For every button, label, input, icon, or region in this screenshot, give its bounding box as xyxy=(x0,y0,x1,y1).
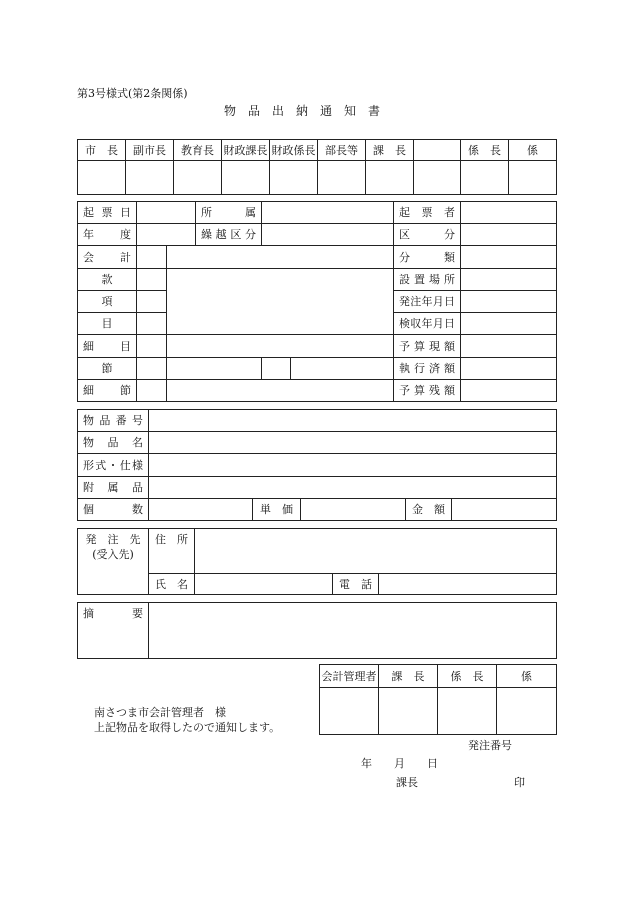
field-kihyobi[interactable] xyxy=(137,202,196,224)
accounting-stamp-cell[interactable] xyxy=(438,688,497,735)
label-item-name: 物品名 xyxy=(78,432,149,454)
field-kurikoshi[interactable] xyxy=(262,224,394,246)
label-kaikei: 会 計 xyxy=(78,246,137,269)
label-kenshu-date: 検収年月日 xyxy=(394,313,461,335)
label-vendor xyxy=(78,529,149,595)
accounting-header-section-chief: 課 長 xyxy=(379,665,438,688)
approval-stamp-cell[interactable] xyxy=(126,161,174,195)
field-setsu-sub[interactable] xyxy=(262,358,291,380)
document-title: 物 品 出 納 通 知 書 xyxy=(224,104,381,118)
approval-stamp-cell[interactable] xyxy=(222,161,270,195)
remarks-table xyxy=(77,602,557,659)
approval-stamp-cell[interactable] xyxy=(509,161,557,195)
label-phone: 電 話 xyxy=(333,574,379,595)
label-saimoku: 細 目 xyxy=(78,335,137,358)
field-yosan-zan[interactable] xyxy=(461,380,557,402)
label-kou: 項 xyxy=(78,291,137,313)
label-amount: 金 額 xyxy=(406,499,452,521)
label-remarks: 摘 要 xyxy=(78,603,149,659)
approval-stamp-cell[interactable] xyxy=(174,161,222,195)
field-item-accessories[interactable] xyxy=(149,477,557,499)
vendor-table xyxy=(77,528,557,595)
approval-header-section-chief: 課 長 xyxy=(366,140,414,161)
code-kaikei[interactable] xyxy=(137,246,167,269)
item-table xyxy=(77,409,557,521)
field-name[interactable] xyxy=(195,574,333,595)
label-vendor-sub: (受入先) xyxy=(92,548,134,561)
approval-header-finance-subchief: 財政係長 xyxy=(270,140,318,161)
label-shozoku: 所 属 xyxy=(196,202,262,224)
approval-stamp-cell[interactable] xyxy=(366,161,414,195)
approval-stamp-cell[interactable] xyxy=(78,161,126,195)
code-setsu[interactable] xyxy=(137,358,167,380)
accounting-header-subsection-chief: 係 長 xyxy=(438,665,497,688)
code-moku[interactable] xyxy=(137,313,167,335)
approval-header-blank xyxy=(414,140,461,161)
field-saimoku[interactable] xyxy=(167,335,394,358)
code-kan[interactable] xyxy=(137,269,167,291)
label-vendor-main: 発 注 先 xyxy=(85,533,141,546)
label-shikko: 執行済額 xyxy=(394,358,461,380)
field-yosan-gen[interactable] xyxy=(461,335,557,358)
label-setchi: 設置場所 xyxy=(394,269,461,291)
field-kaikei[interactable] xyxy=(167,246,394,269)
section-chief-label: 課長 xyxy=(396,776,418,789)
label-setsu: 節 xyxy=(78,358,137,380)
field-item-number[interactable] xyxy=(149,410,557,432)
field-shikko[interactable] xyxy=(461,358,557,380)
label-yosan-gen: 予算現額 xyxy=(394,335,461,358)
accounting-stamp-cell[interactable] xyxy=(320,688,379,735)
field-kan-kou-moku[interactable] xyxy=(167,269,394,335)
approval-stamp-cell[interactable] xyxy=(461,161,509,195)
field-amount[interactable] xyxy=(452,499,557,521)
accounting-header-staff: 係 xyxy=(497,665,557,688)
label-address: 住 所 xyxy=(149,529,195,574)
approval-header-finance-chief: 財政課長 xyxy=(222,140,270,161)
label-kihyosha: 起 票 者 xyxy=(394,202,461,224)
field-unit-price[interactable] xyxy=(301,499,406,521)
approval-header-subsection-chief: 係 長 xyxy=(461,140,509,161)
budget-table xyxy=(77,201,557,402)
label-quantity: 個 数 xyxy=(78,499,149,521)
approval-header-education: 教育長 xyxy=(174,140,222,161)
date-line: 年 月 日 xyxy=(361,757,438,770)
field-item-name[interactable] xyxy=(149,432,557,454)
accounting-approval-table xyxy=(319,664,557,735)
approval-header-vice-mayor: 副市長 xyxy=(126,140,174,161)
field-kenshu-date[interactable] xyxy=(461,313,557,335)
approval-stamp-cell[interactable] xyxy=(414,161,461,195)
field-setsu[interactable] xyxy=(167,358,262,380)
field-phone[interactable] xyxy=(379,574,557,595)
field-kubun[interactable] xyxy=(461,224,557,246)
field-quantity[interactable] xyxy=(149,499,253,521)
seal-mark: 印 xyxy=(514,776,525,789)
field-setchi[interactable] xyxy=(461,269,557,291)
label-kan: 款 xyxy=(78,269,137,291)
field-saisetsu[interactable] xyxy=(167,380,394,402)
field-address[interactable] xyxy=(195,529,557,574)
notice-text: 上記物品を取得したので通知します。 xyxy=(94,721,281,734)
label-moku: 目 xyxy=(78,313,137,335)
code-kou[interactable] xyxy=(137,291,167,313)
approval-table xyxy=(77,139,557,195)
approval-header-mayor: 市 長 xyxy=(78,140,126,161)
code-saimoku[interactable] xyxy=(137,335,167,358)
label-hatchu-date: 発注年月日 xyxy=(394,291,461,313)
approval-stamp-cell[interactable] xyxy=(270,161,318,195)
label-bunrui: 分 類 xyxy=(394,246,461,269)
form-label: 第3号様式(第2条関係) xyxy=(77,87,188,100)
field-remarks[interactable] xyxy=(149,603,557,659)
label-saisetsu: 細 節 xyxy=(78,380,137,402)
approval-stamp-cell[interactable] xyxy=(318,161,366,195)
accounting-header-manager: 会計管理者 xyxy=(320,665,379,688)
field-setsu-detail[interactable] xyxy=(291,358,394,380)
field-hatchu-date[interactable] xyxy=(461,291,557,313)
field-item-spec[interactable] xyxy=(149,454,557,477)
field-nendo[interactable] xyxy=(137,224,196,246)
label-item-spec: 形式・仕様 xyxy=(78,454,149,477)
accounting-stamp-cell[interactable] xyxy=(379,688,438,735)
label-yosan-zan: 予算残額 xyxy=(394,380,461,402)
label-item-accessories: 附属品 xyxy=(78,477,149,499)
accounting-stamp-cell[interactable] xyxy=(497,688,557,735)
label-name: 氏 名 xyxy=(149,574,195,595)
label-kurikoshi: 繰越区分 xyxy=(196,224,262,246)
label-item-number: 物品番号 xyxy=(78,410,149,432)
field-shozoku[interactable] xyxy=(262,202,394,224)
field-kihyosha[interactable] xyxy=(461,202,557,224)
label-unit-price: 単 価 xyxy=(253,499,301,521)
order-number-label: 発注番号 xyxy=(468,739,512,752)
approval-header-director: 部長等 xyxy=(318,140,366,161)
field-bunrui[interactable] xyxy=(461,246,557,269)
label-kubun: 区 分 xyxy=(394,224,461,246)
label-nendo: 年 度 xyxy=(78,224,137,246)
addressee: 南さつま市会計管理者 様 xyxy=(94,706,226,719)
code-saisetsu[interactable] xyxy=(137,380,167,402)
label-kihyobi: 起票日 xyxy=(78,202,137,224)
approval-header-staff: 係 xyxy=(509,140,557,161)
